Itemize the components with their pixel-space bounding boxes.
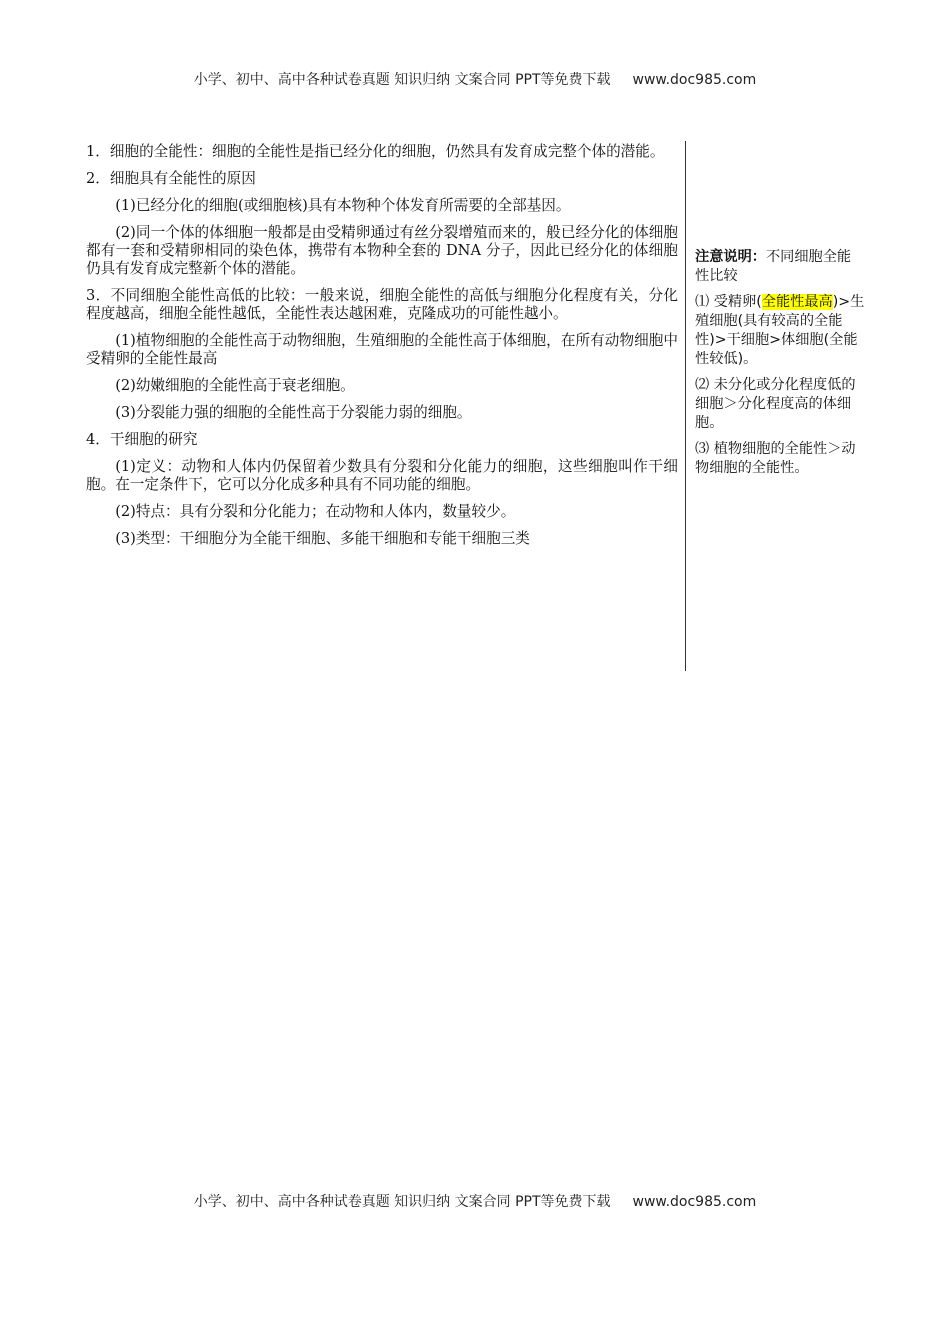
footer-text: 小学、初中、高中各种试卷真题 知识归纳 文案合同 PPT等免费下载: [193, 1194, 611, 1210]
header-url[interactable]: www.doc985.com: [632, 72, 757, 88]
side-note-title-text: 不同细胞全能性比较: [695, 249, 852, 284]
side-note-item-1-pre: ⑴ 受精卵(: [695, 294, 762, 310]
paragraph-totipotency-definition: 1．细胞的全能性：细胞的全能性是指已经分化的细胞，仍然具有发育成完整个体的潜能。: [86, 143, 665, 160]
side-note-item-1: [695, 293, 865, 369]
paragraph-comparison-1: (1)植物细胞的全能性高于动物细胞，生殖细胞的全能性高于体细胞，在所有动物细胞中受精卵的全能性最高: [86, 332, 678, 367]
header-text: 小学、初中、高中各种试卷真题 知识归纳 文案合同 PPT等免费下载: [193, 72, 611, 88]
side-note-item-2: ⑵ 未分化或分化程度低的细胞＞分化程度高的体细胞。: [695, 377, 856, 431]
heading-totipotency-reason: 2．细胞具有全能性的原因: [86, 170, 256, 187]
footer-url[interactable]: www.doc985.com: [632, 1194, 757, 1210]
paragraph-stem-cell-types: (3)类型：干细胞分为全能干细胞、多能干细胞和专能干细胞三类: [115, 530, 530, 547]
paragraph-reason-2: (2)同一个体的体细胞一般都是由受精卵通过有丝分裂增殖而来的，般已经分化的体细胞都有一套和受精卵相同的染色体，携带有本物种全套的 DNA 分子，因此已经分化的体细胞仍具有发育成完整新个体的潜能。: [86, 224, 678, 277]
side-note-item-3: ⑶ 植物细胞的全能性＞动物细胞的全能性。: [695, 441, 856, 476]
paragraph-totipotency-comparison: 3．不同细胞全能性高低的比较：一般来说，细胞全能性的高低与细胞分化程度有关，分化程度越高，细胞全能性越低，全能性表达越困难，克隆成功的可能性越小。: [86, 287, 678, 322]
paragraph-stem-cell-features: (2)特点：具有分裂和分化能力；在动物和人体内，数量较少。: [115, 503, 516, 520]
column-divider: [685, 141, 686, 671]
paragraph-stem-cell-definition: (1)定义：动物和人体内仍保留着少数具有分裂和分化能力的细胞，这些细胞叫作干细胞。在一定条件下，它可以分化成多种具有不同功能的细胞。: [86, 458, 678, 493]
heading-stem-cell-research: 4．干细胞的研究: [86, 431, 198, 448]
highlighted-text: 全能性最高: [761, 294, 833, 310]
side-note-item-1-post: )>生殖细胞(具有较高的全能性)>干细胞>体细胞(全能性较低)。: [695, 294, 865, 367]
paragraph-comparison-2: (2)幼嫩细胞的全能性高于衰老细胞。: [115, 377, 355, 394]
page-header: [0, 69, 950, 89]
main-content: [86, 143, 678, 557]
side-note-title-label: 注意说明：: [695, 249, 766, 265]
page-footer: [0, 1191, 950, 1211]
paragraph-reason-1: (1)已经分化的细胞(或细胞核)具有本物种个体发育所需要的全部基因。: [115, 197, 571, 214]
side-note-title: [695, 248, 865, 286]
side-note: [695, 248, 865, 485]
paragraph-comparison-3: (3)分裂能力强的细胞的全能性高于分裂能力弱的细胞。: [115, 404, 472, 421]
